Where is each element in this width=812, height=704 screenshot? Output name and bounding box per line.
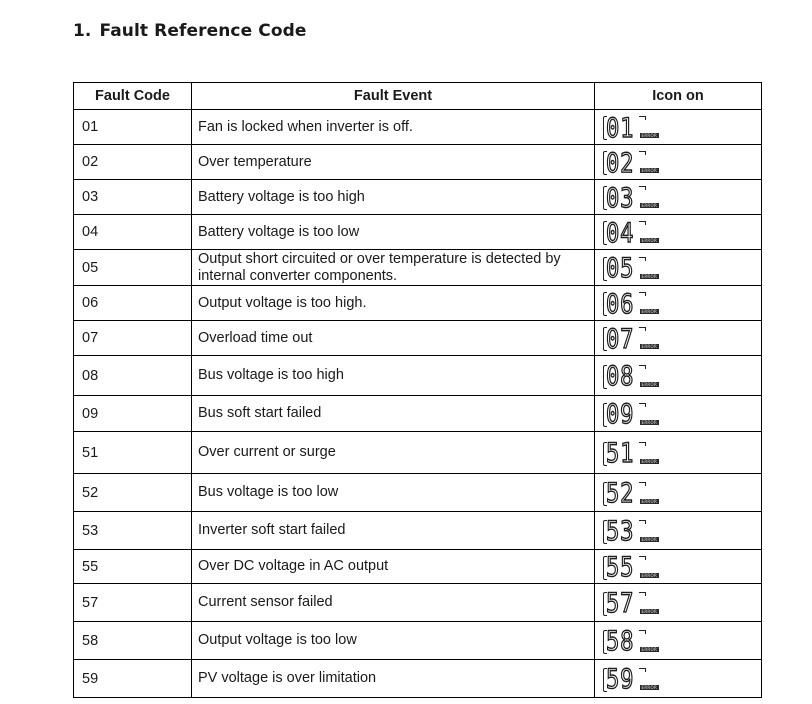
fault-code-cell: 51 [74, 432, 192, 474]
table-row [74, 110, 762, 145]
lcd-frame [603, 480, 644, 508]
lcd-error-tag: ERROR [641, 344, 658, 349]
lcd-digits: 52 [606, 478, 635, 509]
lcd-digits: 51 [606, 438, 635, 469]
lcd-digits: 06 [606, 288, 635, 320]
lcd-error-icon [603, 147, 659, 177]
fault-event-cell: Fan is locked when inverter is off. [192, 110, 595, 145]
table-row [74, 286, 762, 321]
table-row [74, 145, 762, 180]
fault-code-cell: 59 [74, 660, 192, 698]
lcd-digits: 55 [606, 552, 635, 583]
lcd-error-tag: ERROR [641, 646, 658, 652]
table-row [74, 512, 762, 550]
lcd-error-tag: ERROR [641, 133, 658, 138]
fault-event-cell: Over current or surge [192, 432, 595, 474]
lcd-error-tag: ERROR [641, 458, 658, 464]
fault-event-cell: Output short circuited or over temperature is detected by internal converter components. [192, 250, 595, 286]
lcd-error-icon [603, 664, 659, 694]
lcd-icon-cell [595, 356, 762, 396]
fault-code-cell: 02 [74, 145, 192, 180]
table-header-row [74, 83, 762, 110]
fault-code-cell: 55 [74, 550, 192, 584]
fault-event-cell: PV voltage is over limitation [192, 660, 595, 698]
lcd-error-icon [603, 588, 659, 618]
lcd-digits: 08 [606, 361, 635, 392]
fault-code-cell: 52 [74, 474, 192, 512]
fault-code-cell: 09 [74, 396, 192, 432]
lcd-frame [603, 628, 644, 656]
fault-code-cell: 01 [74, 110, 192, 145]
fault-event-cell: Output voltage is too low [192, 622, 595, 660]
section-title: Fault Reference Code [99, 21, 307, 41]
lcd-error-tag: ERROR [641, 684, 658, 690]
fault-code-cell: 03 [74, 180, 192, 215]
lcd-digits: 57 [606, 588, 635, 619]
lcd-icon-cell [595, 512, 762, 550]
table-row [74, 396, 762, 432]
lcd-icon-cell [595, 321, 762, 356]
lcd-frame [603, 325, 644, 353]
table-row [74, 250, 762, 286]
lcd-icon-cell [595, 250, 762, 286]
lcd-frame [603, 554, 644, 582]
lcd-error-icon [603, 253, 659, 283]
lcd-error-icon [603, 217, 659, 247]
lcd-error-tag: ERROR [641, 381, 658, 387]
lcd-icon-cell [595, 474, 762, 512]
header-icon-on: Icon on [595, 83, 762, 110]
fault-event-cell: Overload time out [192, 321, 595, 356]
table-row [74, 550, 762, 584]
lcd-digits: 09 [606, 399, 635, 430]
fault-event-cell: Bus voltage is too high [192, 356, 595, 396]
table-row [74, 356, 762, 396]
lcd-frame [603, 440, 644, 468]
lcd-icon-cell [595, 550, 762, 584]
lcd-digits: 03 [606, 182, 635, 214]
lcd-error-tag: ERROR [641, 203, 658, 208]
lcd-icon-cell [595, 180, 762, 215]
lcd-frame [603, 401, 644, 429]
lcd-frame [603, 518, 644, 546]
lcd-error-icon [603, 626, 659, 656]
table-row [74, 321, 762, 356]
lcd-icon-cell [595, 396, 762, 432]
lcd-frame [603, 363, 644, 391]
lcd-error-icon [603, 516, 659, 546]
lcd-error-tag: ERROR [641, 168, 658, 173]
lcd-error-tag: ERROR [641, 536, 658, 542]
lcd-error-tag: ERROR [641, 498, 658, 504]
fault-code-cell: 05 [74, 250, 192, 286]
lcd-error-icon [603, 438, 659, 468]
lcd-frame [603, 290, 644, 318]
fault-event-cell: Bus voltage is too low [192, 474, 595, 512]
fault-event-cell: Current sensor failed [192, 584, 595, 622]
lcd-error-icon [603, 478, 659, 508]
table-row [74, 584, 762, 622]
table-row [74, 432, 762, 474]
fault-code-cell: 07 [74, 321, 192, 356]
lcd-digits: 02 [606, 147, 635, 179]
lcd-digits: 05 [606, 253, 635, 284]
fault-code-cell: 58 [74, 622, 192, 660]
lcd-frame [603, 114, 644, 142]
lcd-digits: 04 [606, 217, 635, 249]
lcd-error-icon [603, 361, 659, 391]
lcd-error-tag: ERROR [641, 238, 658, 243]
lcd-error-icon [603, 182, 659, 212]
section-number: 1. [73, 21, 92, 41]
table-row [74, 622, 762, 660]
lcd-icon-cell [595, 660, 762, 698]
lcd-error-tag: ERROR [641, 608, 658, 614]
table-row [74, 215, 762, 250]
fault-code-cell: 57 [74, 584, 192, 622]
lcd-error-icon [603, 112, 659, 142]
lcd-icon-cell [595, 145, 762, 180]
fault-code-cell: 06 [74, 286, 192, 321]
lcd-icon-cell [595, 584, 762, 622]
fault-code-cell: 08 [74, 356, 192, 396]
header-fault-event: Fault Event [192, 83, 595, 110]
lcd-icon-cell [595, 110, 762, 145]
lcd-error-tag: ERROR [641, 419, 658, 425]
fault-event-cell: Battery voltage is too high [192, 180, 595, 215]
fault-reference-table [73, 82, 762, 698]
table-row [74, 660, 762, 698]
table-row [74, 474, 762, 512]
lcd-error-icon [603, 323, 659, 353]
lcd-frame [603, 184, 644, 212]
lcd-error-tag: ERROR [641, 273, 658, 279]
lcd-error-tag: ERROR [641, 572, 658, 578]
lcd-digits: 07 [606, 323, 635, 355]
fault-event-cell: Bus soft start failed [192, 396, 595, 432]
lcd-frame [603, 219, 644, 247]
lcd-error-icon [603, 288, 659, 318]
lcd-frame [603, 666, 644, 694]
fault-event-cell: Battery voltage is too low [192, 215, 595, 250]
lcd-digits: 59 [606, 664, 635, 695]
table-row [74, 180, 762, 215]
lcd-digits: 53 [606, 516, 635, 547]
lcd-frame [603, 590, 644, 618]
fault-code-cell: 53 [74, 512, 192, 550]
lcd-error-icon [603, 552, 659, 582]
fault-event-cell: Inverter soft start failed [192, 512, 595, 550]
lcd-icon-cell [595, 432, 762, 474]
section-heading [73, 21, 307, 41]
lcd-digits: 01 [606, 112, 635, 144]
fault-code-cell: 04 [74, 215, 192, 250]
lcd-error-tag: ERROR [641, 309, 658, 314]
lcd-frame [603, 255, 644, 283]
fault-event-cell: Over DC voltage in AC output [192, 550, 595, 584]
lcd-digits: 58 [606, 626, 635, 657]
lcd-icon-cell [595, 622, 762, 660]
lcd-error-icon [603, 399, 659, 429]
lcd-icon-cell [595, 286, 762, 321]
lcd-icon-cell [595, 215, 762, 250]
header-fault-code: Fault Code [74, 83, 192, 110]
lcd-frame [603, 149, 644, 177]
fault-event-cell: Output voltage is too high. [192, 286, 595, 321]
fault-event-cell: Over temperature [192, 145, 595, 180]
